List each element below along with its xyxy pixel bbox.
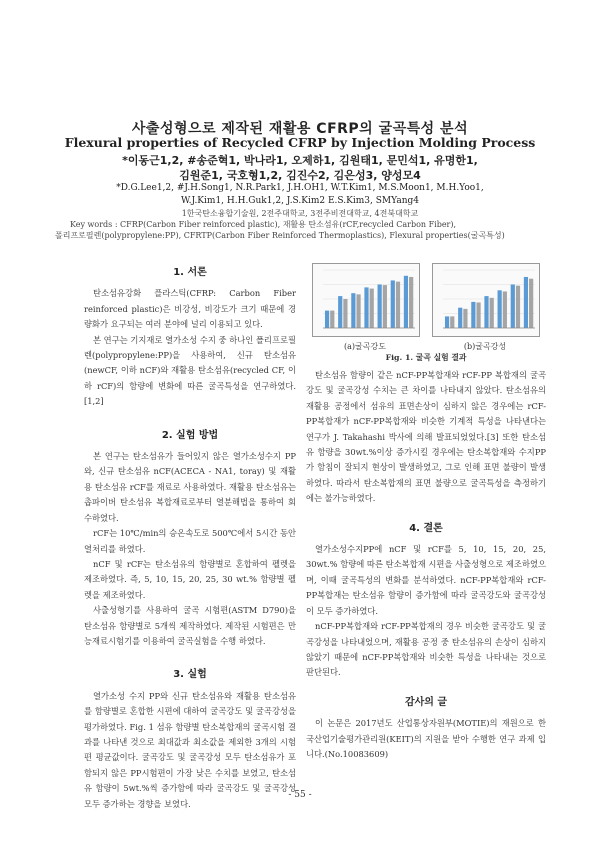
bar	[450, 316, 454, 328]
figure-caption: Fig. 1. 굴곡 실험 결과	[385, 353, 467, 362]
bar	[511, 285, 515, 329]
paragraph: nCF-PP복합재와 rCF-PP복합재의 경우 비슷한 굴곡강도 및 굴곡강성을 나타내었으며, 재활용 공정 중 탄소섬유의 손상이 심하지 않았기 때문에 nCF-PP복합재와 비슷한 특성을 나타내는 것으로 판단된다.	[306, 621, 546, 678]
authors-korean-line1: *이동근1,2, #송준혁1, 박나라1, 오제하1, 김원태1, 문민석1, 유명한1,	[122, 154, 478, 167]
chart-flexural-strength	[312, 263, 420, 337]
bar	[529, 279, 533, 328]
bar	[383, 285, 387, 328]
bar	[463, 309, 467, 328]
bar	[458, 308, 462, 328]
paper-title-korean: 사출성형으로 제작된 재활용 CFRP의 굴곡특성 분석	[131, 121, 469, 137]
bar	[409, 277, 413, 328]
bar-chart-b	[433, 264, 539, 336]
section-heading-acknowledgement: 감사의 글	[404, 696, 448, 708]
paragraph: 본 연구는 기지재로 열가소성 수지 중 하나인 폴리프로필렌(polypropylene:PP)을 사용하여, 신규 탄소섬유(newCF, 이하 nCF)와 재활용 탄소섬유(recycled CF, 이하 rCF)의 함량에 변화에 따른 굴곡특성을 연구하였다.[1,2]	[84, 334, 296, 407]
bar	[471, 302, 475, 328]
subcaption-a: (a)굴곡강도	[344, 342, 386, 351]
bar	[498, 290, 502, 328]
bar	[476, 302, 480, 328]
paper-title-english: Flexural properties of Recycled CFRP by Injection Molding Process	[64, 135, 536, 150]
section-heading-experiment: 3. 실험	[173, 669, 207, 681]
paragraph: rCF는 10℃/min의 승온속도로 500℃에서 5시간 동안 열처리를 하였다.	[84, 528, 296, 554]
bar	[516, 286, 520, 328]
chart-flexural-modulus	[432, 263, 540, 337]
bar	[370, 289, 374, 328]
bar	[396, 282, 400, 328]
bar	[378, 285, 382, 329]
bar	[524, 277, 528, 328]
paragraph: 본 연구는 탄소섬유가 들어있지 않은 열가소성수지 PP와, 신규 탄소섬유 nCF(ACECA - NA1, toray) 및 재활용 탄소섬유 rCF를 재료로 사용하였다. 재활용 탄소섬유는 촙파이버 탄소섬유 복합재료로부터 열분해법을 통하여 회수하였다.	[84, 451, 296, 523]
authors-korean-line2: 김원준1, 국호형1,2, 김진수2, 김은성3, 양성모4	[179, 169, 421, 182]
bar	[351, 293, 355, 328]
figure-1	[306, 263, 546, 351]
authors-english-line1: *D.G.Lee1,2, #J.H.Song1, N.R.Park1, J.H.OH1, W.T.Kim1, M.S.Moon1, M.H.Yoo1,	[116, 183, 484, 193]
bar	[484, 296, 488, 328]
bar	[445, 316, 449, 328]
paragraph: 이 논문은 2017년도 산업통상자원부(MOTIE)의 재원으로 한국산업기술평가관리원(KEIT)의 지원을 받아 수행한 연구 과제 입니다.(No.10083609)	[306, 718, 546, 759]
bar	[343, 299, 347, 328]
keywords-line2: 폴리프로필렌(polypropylene:PP), CFRTP(Carbon Fiber Reinforced Thermoplastics), Flexural properties(굴곡특성)	[55, 231, 505, 240]
section-heading-conclusion: 4. 결론	[409, 522, 443, 534]
bar	[503, 291, 507, 328]
keywords-line1: Key words : CFRP(Carbon Fiber reinforced plastic), 재활용 탄소섬유(rCF,recycled Carbon Fiber),	[70, 220, 457, 229]
section-heading-methods: 2. 실험 방법	[161, 429, 219, 441]
right-column	[306, 368, 546, 762]
left-column	[84, 255, 296, 812]
bar-chart-a	[313, 264, 419, 336]
paragraph: 사출성형기를 사용하여 굴곡 시험편(ASTM D790)을 탄소섬유 함량별로 5개씩 제작하였다. 제작된 시험편은 만능재료시험기를 이용하여 굴곡실험을 수행 하였다.	[84, 605, 296, 646]
bar	[325, 311, 329, 328]
paragraph: 열가소성 수지 PP와 신규 탄소섬유와 재활용 탄소섬유를 함량별로 혼합한 시편에 대하여 굴곡강도 및 굴곡강성을 평가하였다. Fig. 1 섬유 함량별 탄소복합재의 굴곡시험 결과를 나타낸 것으로 최대값과 최소값을 제외한 3개의 시험편 평균값이다. 굴곡강도 및 굴곡강성 모두 탄소섬유가 포함되지 않은 PP시험편이 가장 낮은 수치를 보였고, 탄소섬유 함량이 5wt.%씩 증가함에 따라 굴곡강도 및 굴곡강성 모두 증가하는 경향을 보였다.	[84, 690, 296, 809]
section-heading-introduction: 1. 서론	[173, 267, 207, 278]
page-number: - 55 -	[288, 790, 312, 800]
bar	[490, 298, 494, 328]
authors-english-line2: W.J.Kim1, H.H.Guk1,2, J.S.Kim2 E.S.Kim3, SMYang4	[181, 196, 419, 206]
paragraph: 탄소섬유강화 플라스틱(CFRP: Carbon Fiber reinforced plastic)은 비강성, 비강도가 크기 때문에 경량화가 요구되는 여러 분야에 널리 이용되고 있다.	[84, 288, 296, 330]
bar	[404, 276, 408, 328]
paragraph: 탄소섬유 함량이 같은 nCF-PP복합재와 rCF-PP 복합재의 굴곡강도 및 굴곡강성 수치는 큰 차이를 나타내지 않았다. 탄소섬유의 재활용 공정에서 섬유의 표면손상이 심하지 않은 경우에는 rCF-PP복합재가 nCF-PP복합재와 비슷한 기계적 특성을 나타낸다는 연구가 J. Takahashi 박사에 의해 발표되었었다.[3] 또한 탄소섬유 함량을 30wt.%이상 증가시킬 경우에는 탄소복합재와 수지PP가 함침이 잘되지 현상이 발생하였고, 그로 인해 표면 불량이 발생하였다. 따라서 탄소복합재의 표면 불량으로 굴곡특성을 측정하기에는 불가능하였다.	[306, 370, 546, 504]
paragraph: 열가소성수지PP에 nCF 및 rCF를 5, 10, 15, 20, 25, 30wt.% 함량에 따른 탄소복합재 시편을 사출성형으로 제조하였으며, 이때 굴곡특성의 변화를 분석하였다. nCF-PP복합재와 rCF-PP복합재는 탄소섬유 함량이 증가함에 따라 굴곡강도와 굴곡강성이 모두 증가하였다.	[306, 544, 546, 616]
bar	[338, 296, 342, 328]
affiliations: 1한국탄소융합기술원, 2전주대학교, 3전주비전대학교, 4전북대학교	[181, 209, 419, 218]
bar	[356, 294, 360, 328]
bar	[364, 287, 368, 328]
paragraph: nCF 및 rCF는 탄소섬유의 함량별로 혼합하여 펠렛을 제조하였다. 즉, 5, 10, 15, 20, 25, 30 wt.% 함량별 펠렛을 제조하였다.	[84, 558, 296, 600]
subcaption-b: (b)굴곡강성	[463, 342, 507, 351]
bar	[330, 311, 334, 328]
bar	[391, 280, 395, 328]
